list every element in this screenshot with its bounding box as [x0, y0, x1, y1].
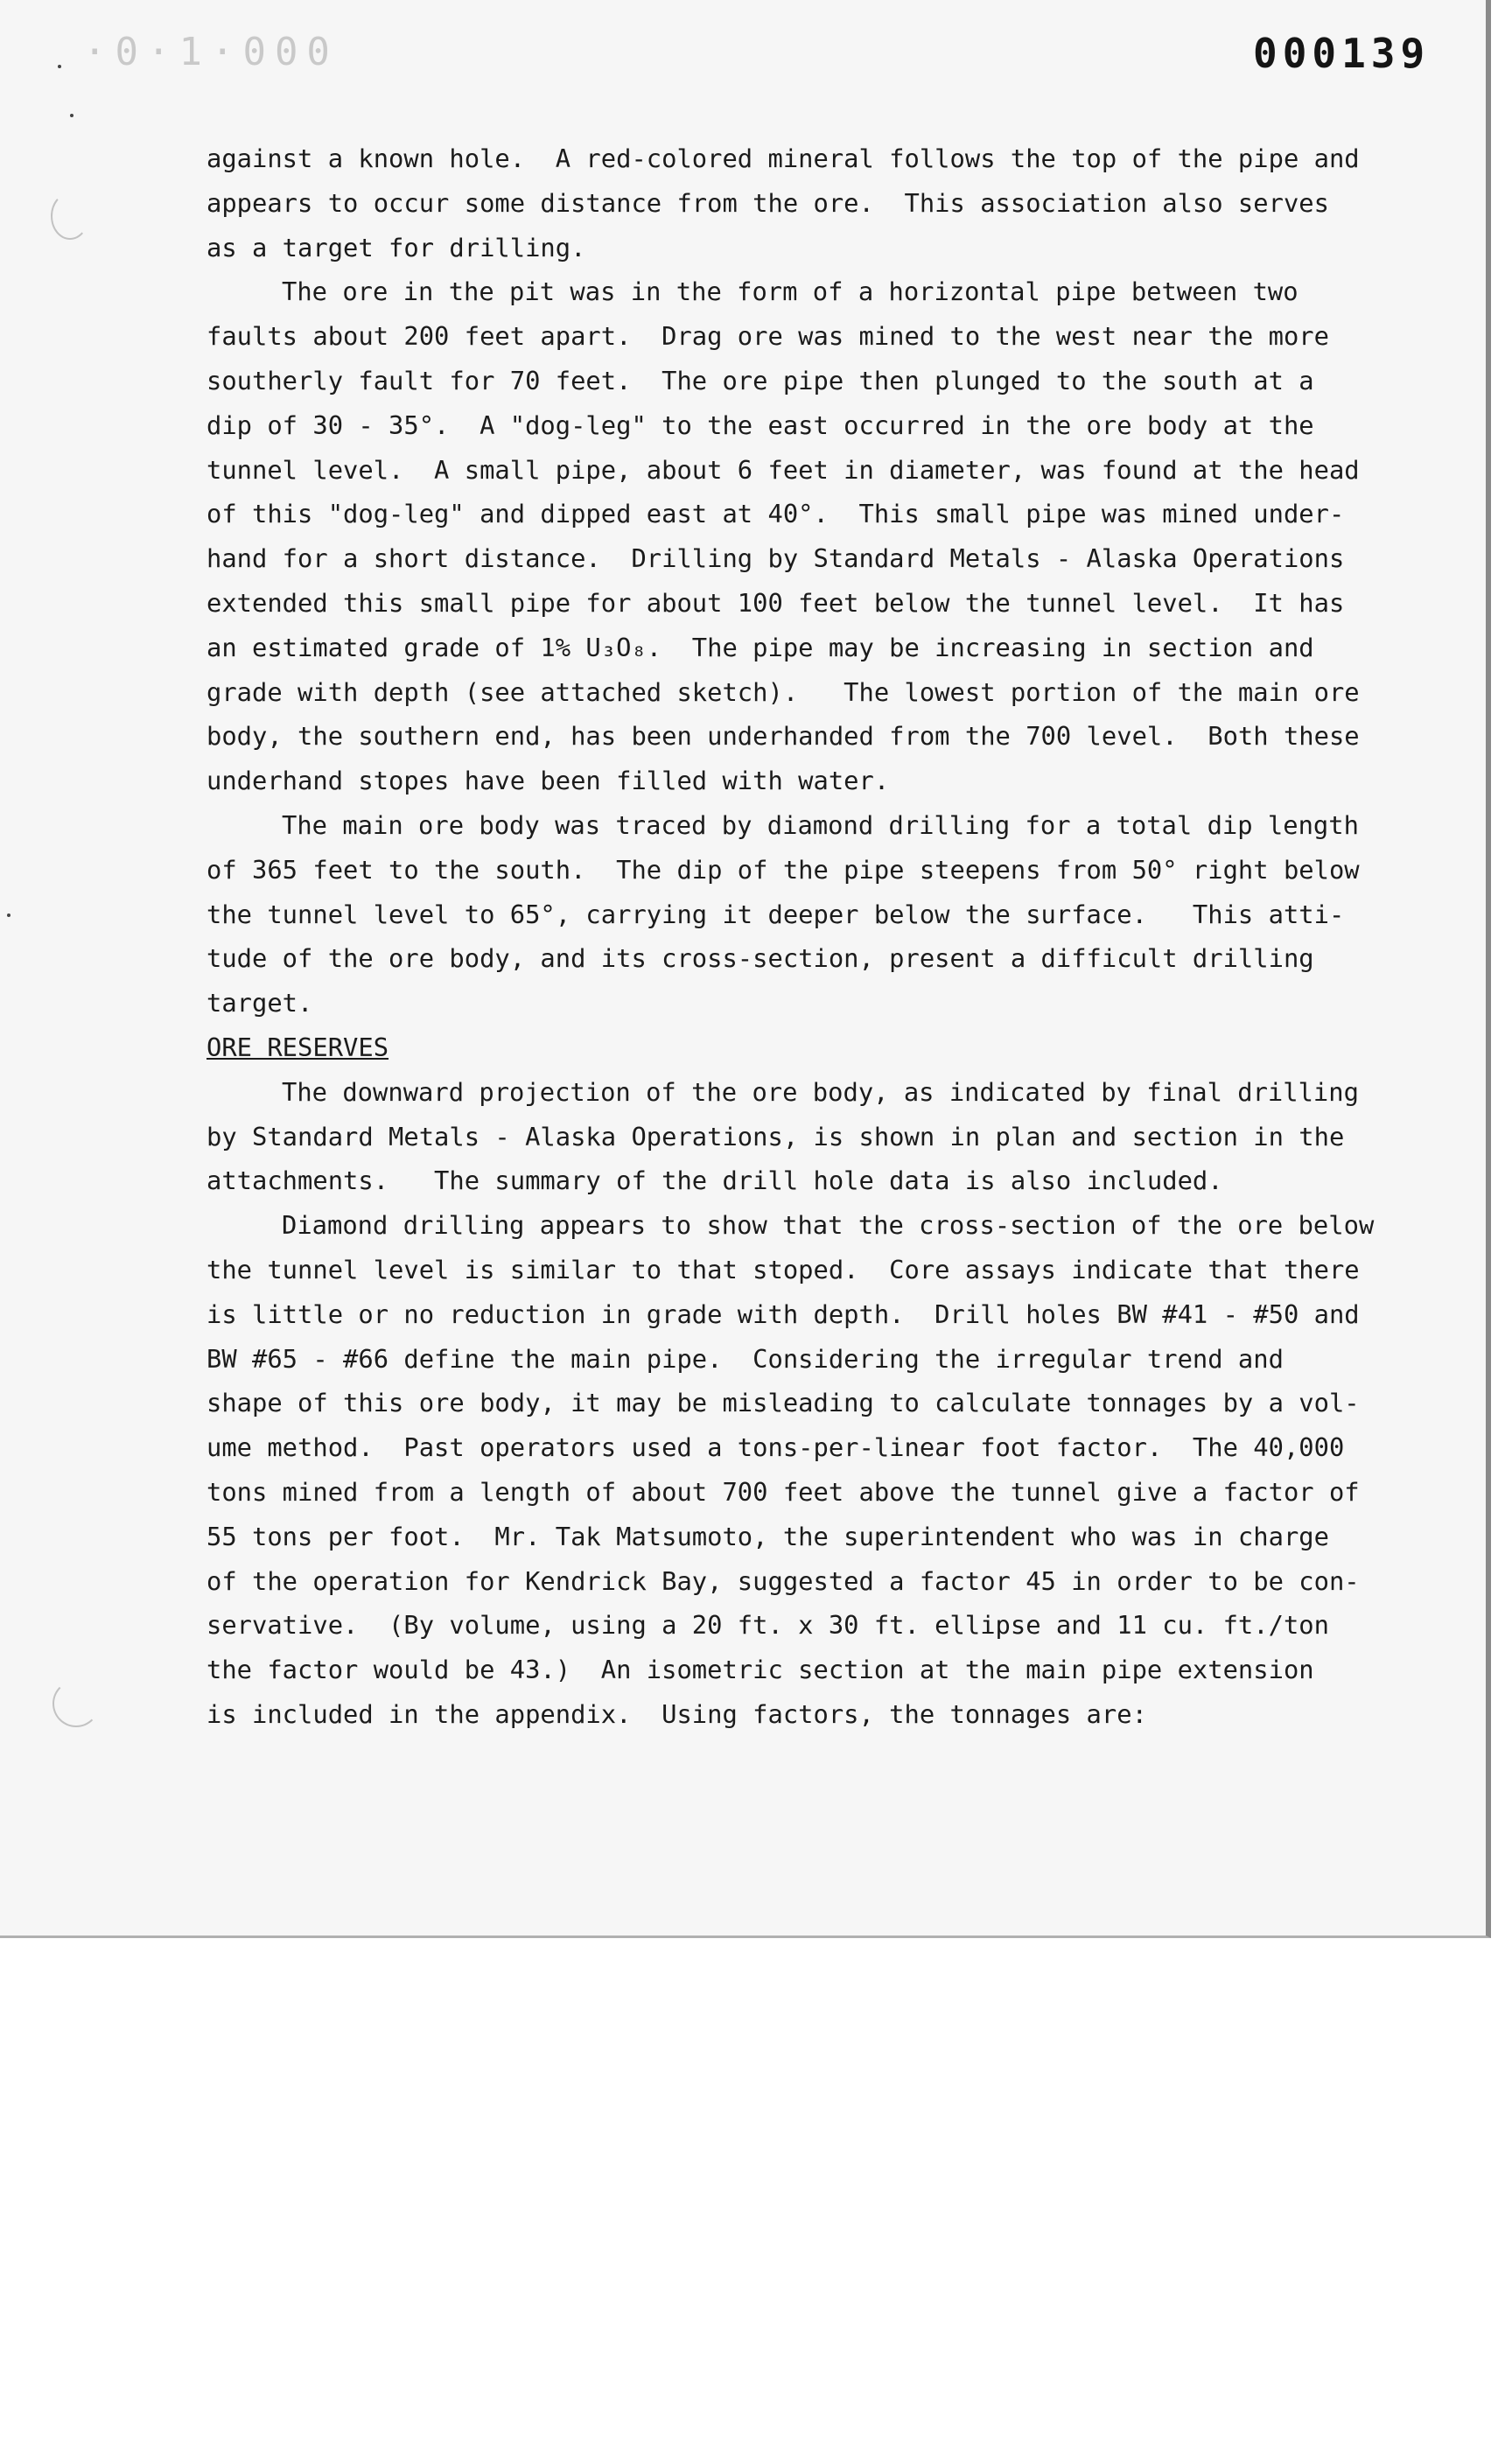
paragraph-first-line: The ore in the pit was in the form of a horizontal pipe between two: [282, 276, 1298, 307]
text-line: 55 tons per foot. Mr. Tak Matsumoto, the superintendent who was in charge: [206, 1521, 1329, 1551]
section-heading: ORE RESERVES: [206, 1032, 389, 1062]
text-line: appears to occur some distance from the ore. This association also serves: [206, 187, 1329, 218]
text-line: body, the southern end, has been underhanded from the 700 level. Both these: [206, 721, 1360, 752]
text-line: by Standard Metals - Alaska Operations, is shown in plan and section in the: [206, 1121, 1345, 1152]
document-body: [206, 136, 1375, 1737]
text-line: servative. (By volume, using a 20 ft. x 30 ft. ellipse and 11 cu. ft./ton: [206, 1610, 1329, 1641]
punch-hole-mark: [52, 1680, 100, 1727]
text-line: is included in the appendix. Using factors, the tonnages are:: [206, 1698, 1147, 1729]
text-line: of 365 feet to the south. The dip of the pipe steepens from 50° right below: [206, 854, 1360, 885]
text-line: tons mined from a length of about 700 feet above the tunnel give a factor of: [206, 1476, 1360, 1507]
text-line: underhand stopes have been filled with water.: [206, 766, 890, 796]
text-line: hand for a short distance. Drilling by Standard Metals - Alaska Operations: [206, 543, 1345, 574]
text-line: the factor would be 43.) An isometric section at the main pipe extension: [206, 1655, 1314, 1685]
text-line: dip of 30 - 35°. A "dog-leg" to the east occurred in the ore body at the: [206, 410, 1314, 440]
text-line: the tunnel level is similar to that stoped. Core assays indicate that there: [206, 1254, 1360, 1284]
text-line: shape of this ore body, it may be misleading to calculate tonnages by a vol-: [206, 1388, 1360, 1418]
text-line: BW #65 - #66 define the main pipe. Considering the irregular trend and: [206, 1343, 1284, 1374]
paragraph-first-line: The downward projection of the ore body, as indicated by final drilling: [282, 1076, 1359, 1107]
text-line: attachments. The summary of the drill hole data is also included.: [206, 1166, 1223, 1196]
text-line: tude of the ore body, and its cross-section, present a difficult drilling: [206, 943, 1314, 974]
paragraph-first-line: Diamond drilling appears to show that the cross-section of the ore below: [282, 1210, 1375, 1241]
scan-speck: [70, 114, 74, 117]
text-line: faults about 200 feet apart. Drag ore was mined to the west near the more: [206, 321, 1329, 352]
text-line: grade with depth (see attached sketch). The lowest portion of the main ore: [206, 676, 1360, 707]
punch-hole-mark: [51, 192, 89, 240]
text-line: is little or no reduction in grade with depth. Drill holes BW #41 - #50 and: [206, 1298, 1360, 1329]
faded-page-stamp: ·0·1·000: [83, 30, 339, 74]
text-line: against a known hole. A red-colored mineral follows the top of the pipe and: [206, 144, 1360, 173]
text-line: as a target for drilling.: [206, 232, 586, 262]
text-line: of this "dog-leg" and dipped east at 40°. This small pipe was mined under-: [206, 499, 1345, 529]
scan-speck: [7, 914, 10, 917]
text-line: extended this small pipe for about 100 feet below the tunnel level. It has: [206, 587, 1345, 618]
text-line: southerly fault for 70 feet. The ore pipe then plunged to the south at a: [206, 365, 1314, 396]
text-line: of the operation for Kendrick Bay, suggested a factor 45 in order to be con-: [206, 1565, 1360, 1596]
page-number: 000139: [1253, 30, 1431, 77]
scan-speck: [58, 65, 61, 68]
text-line: an estimated grade of 1% U₃O₈. The pipe may be increasing in section and: [206, 632, 1314, 662]
text-line: target.: [206, 988, 313, 1018]
paragraph-first-line: The main ore body was traced by diamond drilling for a total dip length: [282, 809, 1359, 840]
text-line: tunnel level. A small pipe, about 6 feet in diameter, was found at the head: [206, 454, 1360, 485]
text-line: the tunnel level to 65°, carrying it deeper below the surface. This atti-: [206, 899, 1345, 929]
text-line: ume method. Past operators used a tons-per-linear foot factor. The 40,000: [206, 1432, 1345, 1463]
